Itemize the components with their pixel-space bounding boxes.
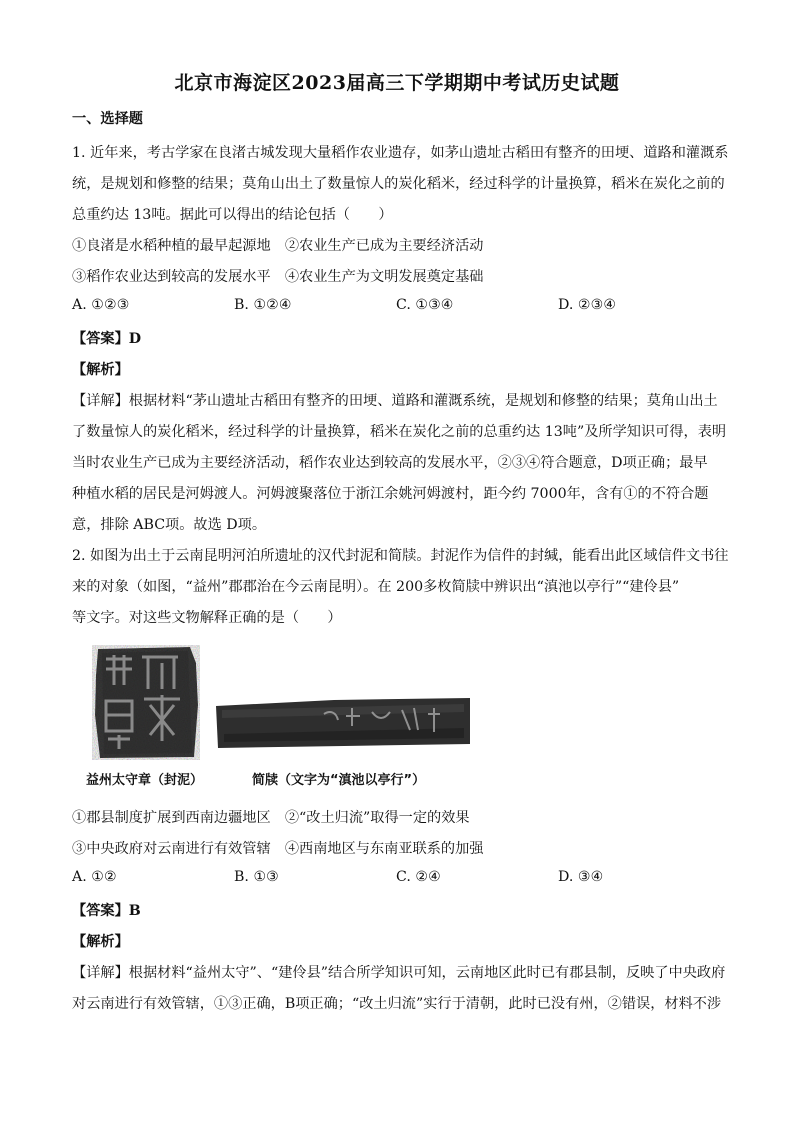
page-title: 北京市海淀区2023届高三下学期期中考试历史试题 [174,72,620,94]
q2-option-d: D. ③④ [558,869,604,885]
q2-detail-line: 对云南进行有效管辖，①③正确，B项正确；“改土归流”实行于清朝，此时已没有州，②错误，材料不涉 [72,996,722,1012]
bamboo-slip-image [214,690,472,752]
q2-stem-line: 来的对象（如图，“益州”郡郡治在今云南昆明）。在 200多枚简牍中辨识出“滇池以亭行”“建伶县” [72,579,680,595]
q1-option-b: B. ①②④ [234,297,292,313]
q2-stem-line: 等文字。对这些文物解释正确的是（ ） [72,610,342,626]
q2-stem-line: 2. 如图为出土于云南昆明河泊所遗址的汉代封泥和简牍。封泥作为信件的封缄，能看出此区域信件文书往 [72,548,729,564]
clay-seal-image [92,645,200,760]
q1-option-d: D. ②③④ [558,297,617,313]
seal-caption: 益州太守章（封泥） [86,773,204,788]
q1-detail-line: 意，排除 ABC项。故选 D项。 [72,517,267,533]
q2-detail-line: 【详解】根据材料“益州太守”、“建伶县”结合所学知识可知，云南地区此时已有郡县制，反映了中央政府 [72,965,726,981]
q1-stem-line: 1. 近年来，考古学家在良渚古城发现大量稻作农业遗存，如茅山遗址古稻田有整齐的田埂、道路和灌溉系 [72,145,729,161]
q2-analysis-label: 【解析】 [72,934,129,950]
q1-statement-line: ③稻作农业达到较高的发展水平 ④农业生产为文明发展奠定基础 [72,269,484,285]
slip-caption: 简牍（文字为“滇池以亭行”） [252,773,426,788]
q1-stem-line: 总重约达 13吨。据此可以得出的结论包括（ ） [72,207,393,223]
q2-statement-line: ①郡县制度扩展到西南边疆地区 ②“改土归流”取得一定的效果 [72,810,470,826]
q2-option-c: C. ②④ [396,869,441,885]
q1-statement-line: ①良渚是水稻种植的最早起源地 ②农业生产已成为主要经济活动 [72,238,484,254]
q2-answer: 【答案】B [72,903,141,919]
section-heading: 一、选择题 [72,111,143,127]
q2-statement-line: ③中央政府对云南进行有效管辖 ④西南地区与东南亚联系的加强 [72,841,484,857]
q1-detail-line: 了数量惊人的炭化稻米，经过科学的计量换算，稻米在炭化之前的总重约达 13吨”及所学知识可得，表明 [72,424,727,440]
q2-option-b: B. ①③ [234,869,279,885]
q1-analysis-label: 【解析】 [72,362,129,378]
q1-answer: 【答案】D [72,331,142,347]
q1-option-c: C. ①③④ [396,297,454,313]
q2-option-a: A. ①② [72,869,117,885]
q1-option-a: A. ①②③ [72,297,130,313]
q1-stem-line: 统，是规划和修整的结果；莫角山出土了数量惊人的炭化稻米，经过科学的计量换算，稻米在炭化之前的 [72,176,725,192]
q1-detail-line: 当时农业生产已成为主要经济活动，稻作农业达到较高的发展水平，②③④符合题意，D项正确；最早 [72,455,708,471]
q1-detail-line: 种植水稻的居民是河姆渡人。河姆渡聚落位于浙江余姚河姆渡村，距今约 7000年，含有①的不符合题 [72,486,709,502]
q1-detail-line: 【详解】根据材料“茅山遗址古稻田有整齐的田埂、道路和灌溉系统，是规划和修整的结果；莫角山出土 [72,393,718,409]
